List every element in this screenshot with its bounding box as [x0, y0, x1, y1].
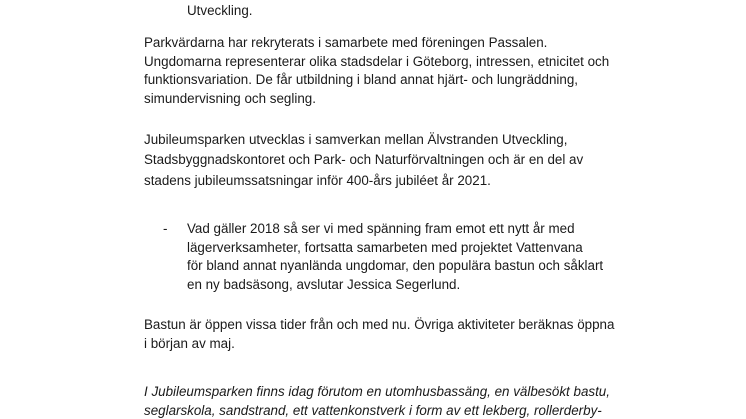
paragraph-2-line-2: Stadsbyggnadskontoret och Park- och Naturförvaltningen och är en del av — [144, 152, 584, 167]
paragraph-1-line-2: Ungdomarna representerar olika stadsdelar i Göteborg, intressen, etnicitet och — [144, 54, 610, 69]
italic-paragraph-line-1: I Jubileumsparken finns idag förutom en utomhusbassäng, en välbesökt bastu, — [144, 384, 610, 399]
bullet-marker: - — [163, 221, 168, 236]
paragraph-1-line-1: Parkvärdarna har rekryterats i samarbete med föreningen Passalen. — [144, 35, 548, 50]
bullet-line-1: Vad gäller 2018 så ser vi med spänning fram emot ett nytt år med — [187, 221, 575, 236]
paragraph-2-line-1: Jubileumsparken utvecklas i samverkan mellan Älvstranden Utveckling, — [144, 132, 568, 147]
paragraph-3-line-1: Bastun är öppen vissa tider från och med nu. Övriga aktiviteter beräknas öppna — [144, 317, 615, 332]
italic-paragraph-line-2: seglarskola, sandstrand, ett vattenkonstverk i form av ett lekberg, rollerderby- — [144, 403, 602, 418]
paragraph-1-line-4: simundervisning och segling. — [144, 91, 316, 106]
top-fragment: Utveckling. — [187, 3, 253, 18]
paragraph-1-line-3: funktionsvariation. De får utbildning i bland annat hjärt- och lungräddning, — [144, 72, 578, 87]
bullet-line-2: lägerverksamheter, fortsatta samarbeten med projektet Vattenvana — [187, 240, 583, 255]
paragraph-3-line-2: i början av maj. — [144, 336, 235, 351]
bullet-line-3: för bland annat nyanlända ungdomar, den populära bastun och såklart — [187, 258, 604, 273]
bullet-line-4: en ny badsäsong, avslutar Jessica Segerlund. — [187, 277, 461, 292]
paragraph-2-line-3: stadens jubileumssatsningar inför 400-års jubiléet år 2021. — [144, 173, 491, 188]
